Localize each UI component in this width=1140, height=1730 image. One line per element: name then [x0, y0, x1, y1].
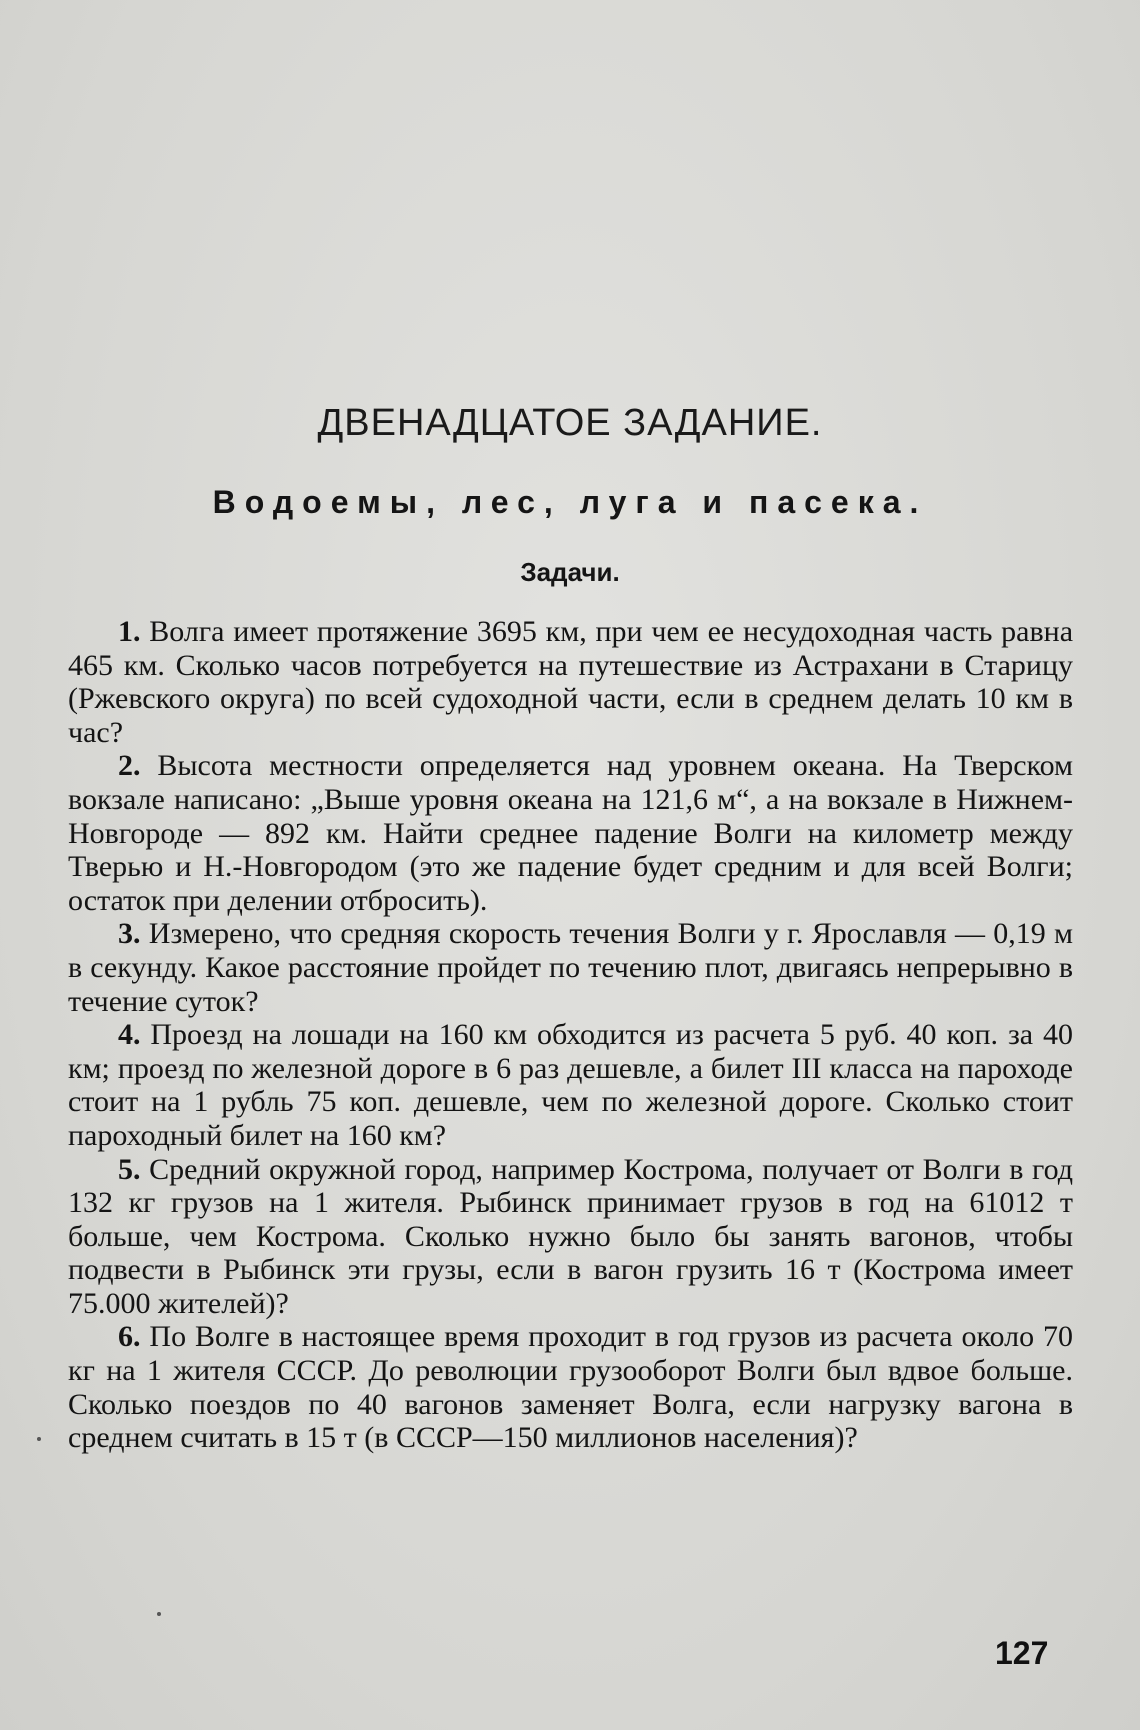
problem-text: Проезд на лошади на 160 км обходится из расчета 5 руб. 40 коп. за 40 км; проезд по железной дороге в 6 раз дешевле, а билет III класса на пароходе стоит на 1 рубль 75 коп. дешевле, чем по железной дороге. Сколько стоит пароходный билет на 160 км? — [68, 1018, 1073, 1152]
problem-number: 1. — [118, 615, 141, 648]
print-speck — [37, 1437, 41, 1441]
problem-text: Измерено, что средняя скорость течения Волги у г. Ярославля — 0,19 м в секунду. Какое расстояние пройдет по течению плот, двигаясь непрерывно в течение суток? — [68, 917, 1073, 1018]
problem-number: 2. — [118, 749, 141, 783]
problem-text: Высота местности определяется над уровнем океана. На Тверском вокзале написано: „Выше уровня океана на 121,6 м“, а на вокзале в Нижнем-Новгороде — 892 км. Найти среднее падение Волги на километр между Тверью и Н.-Новгородом (это же падение будет средним и для всей Волги; остаток при делении отбросить). — [68, 749, 1074, 917]
problems-heading: Задачи. — [520, 557, 620, 587]
problem-item — [68, 749, 1073, 917]
problem-item — [68, 615, 1073, 749]
print-speck — [157, 1612, 161, 1616]
problem-number: 3. — [118, 917, 141, 951]
problem-item — [68, 917, 1073, 1018]
problem-text: По Волге в настоящее время проходит в год грузов из расчета около 70 кг на 1 жителя СССР. До революции грузооборот Волги был вдвое больше. Сколько поездов по 40 вагонов заменяет Волга, если нагрузку вагона в среднем считать в 15 т (в СССР—150 миллионов населения)? — [68, 1320, 1074, 1455]
problems-list — [68, 615, 1073, 1455]
chapter-title: ДВЕНАДЦАТОЕ ЗАДАНИЕ. — [317, 402, 823, 444]
problem-item — [68, 1320, 1073, 1454]
problem-item — [68, 1018, 1073, 1152]
problem-number: 4. — [118, 1018, 141, 1052]
problem-number: 5. — [118, 1152, 141, 1186]
problem-number: 6. — [118, 1320, 141, 1354]
page-number: 127 — [995, 1635, 1049, 1671]
section-title: Водоемы, лес, луга и пасека. — [212, 484, 928, 520]
problem-item — [68, 1153, 1073, 1321]
problem-text: Средний окружной город, например Кострома, получает от Волги в год 132 кг грузов на 1 жителя. Рыбинск принимает грузов в год на 61012 т больше, чем Кострома. Сколько нужно было бы занять вагонов, чтобы подвести в Рыбинск эти грузы, если в вагон грузить 16 т (Кострома имеет 75.000 жителей)? — [68, 1152, 1074, 1320]
problem-text: Волга имеет протяжение 3695 км, при чем ее несудоходная часть равна 465 км. Сколько часов потребуется на путешествие из Астрахани в Старицу (Ржевского округа) по всей судоходной части, если в среднем делать 10 км в час? — [68, 615, 1074, 749]
